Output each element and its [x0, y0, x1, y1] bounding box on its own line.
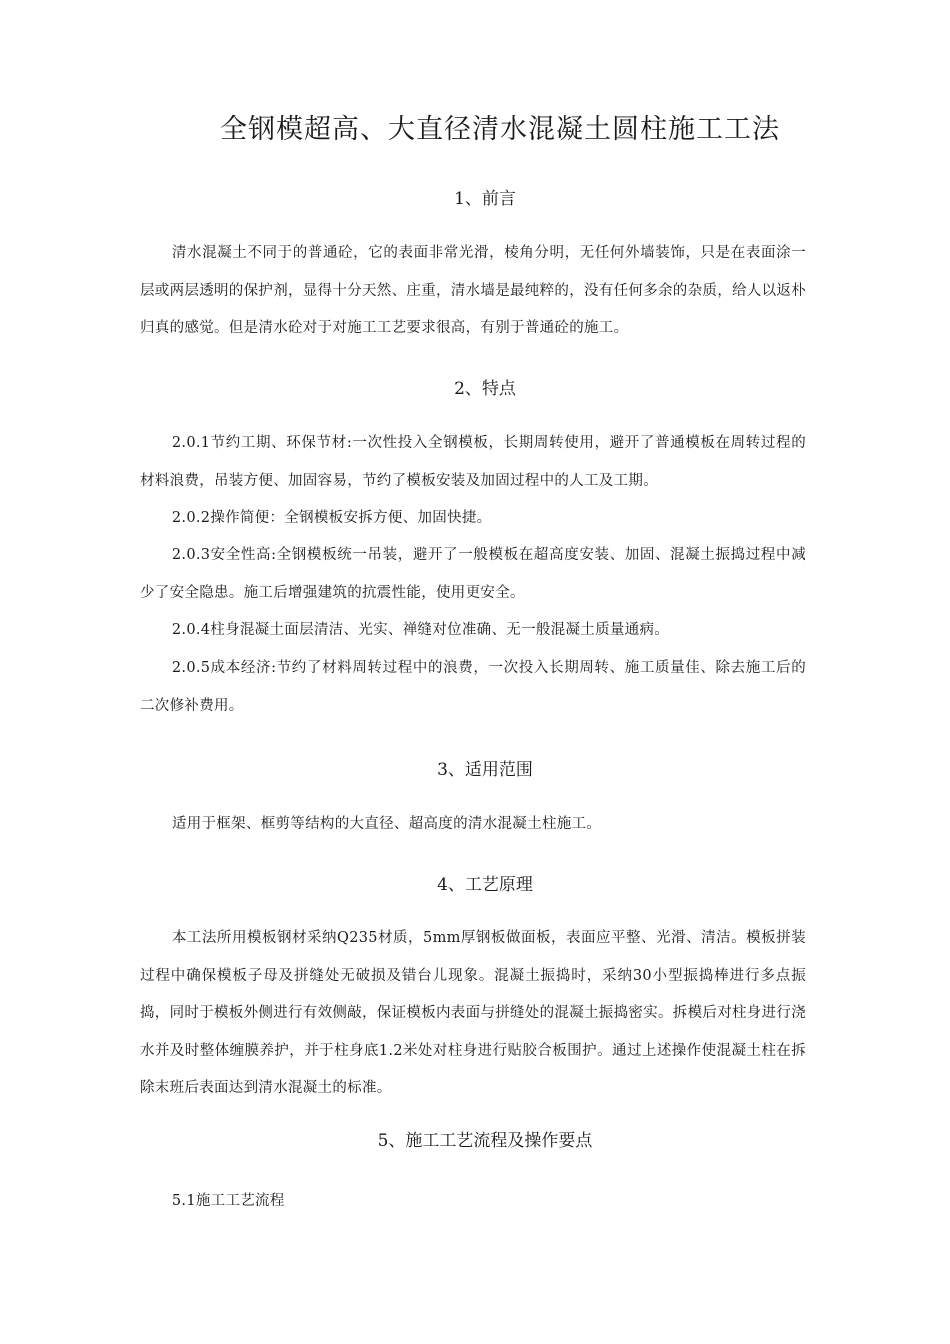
section-paragraph: 5.1施工工艺流程 — [171, 1193, 285, 1209]
section-paragraph: 2.0.5成本经济:节约了材料周转过程中的浪费，一次投入长期周转、施工质量佳、除去施工后的二次修补费用。 — [140, 660, 806, 714]
section-paragraph: 清水混凝土不同于的普通砼，它的表面非常光滑，棱角分明，无任何外墙装饰，只是在表面涂一层或两层透明的保护剂，显得十分天然、庄重，清水墙是最纯粹的，没有任何多余的杂质，给人以返朴归真的感觉。但是清水砼对于对施工工艺要求很高，有别于普通砼的施工。 — [140, 245, 806, 336]
document-title: 全钢模超高、大直径清水混凝土圆柱施工工法 — [220, 114, 780, 145]
section-heading-features: 2、特点 — [454, 379, 516, 399]
section-heading-principle: 4、工艺原理 — [437, 875, 533, 895]
section-paragraph: 2.0.4柱身混凝土面层清洁、光实、禅缝对位准确、无一般混凝土质量通病。 — [171, 622, 670, 638]
section-heading-process: 5、施工工艺流程及操作要点 — [377, 1131, 593, 1151]
section-heading-scope: 3、适用范围 — [437, 760, 533, 780]
section-paragraph: 2.0.2操作简便：全钢模板安拆方便、加固快捷。 — [171, 510, 492, 526]
section-paragraph: 2.0.3安全性高:全钢模板统一吊装，避开了一般模板在超高度安装、加固、混凝土振捣过程中减少了安全隐患。施工后增强建筑的抗震性能，使用更安全。 — [140, 547, 806, 601]
section-paragraph: 本工法所用模板钢材采纳Q235材质，5mm厚钢板做面板，表面应平整、光滑、清洁。模板拼装过程中确保模板子母及拼缝处无破损及错台儿现象。混凝土振捣时，采纳30小型振捣棒进行多点振捣，同时于模板外侧进行有效侧敲，保证模板内表面与拼缝处的混凝土振捣密实。拆模后对柱身进行浇水并及时整体缠膜养护，并于柱身底1.2米处对柱身进行贴胶合板围护。通过上述操作使混凝土柱在拆除末班后表面达到清水混凝土的标准。 — [140, 930, 806, 1096]
section-paragraph: 适用于框架、框剪等结构的大直径、超高度的清水混凝土柱施工。 — [171, 816, 602, 832]
section-paragraph: 2.0.1节约工期、环保节材:一次性投入全钢模板，长期周转使用，避开了普通模板在周转过程的材料浪费，吊装方便、加固容易，节约了模板安装及加固过程中的人工及工期。 — [140, 435, 806, 489]
section-heading-preface: 1、前言 — [454, 189, 516, 209]
